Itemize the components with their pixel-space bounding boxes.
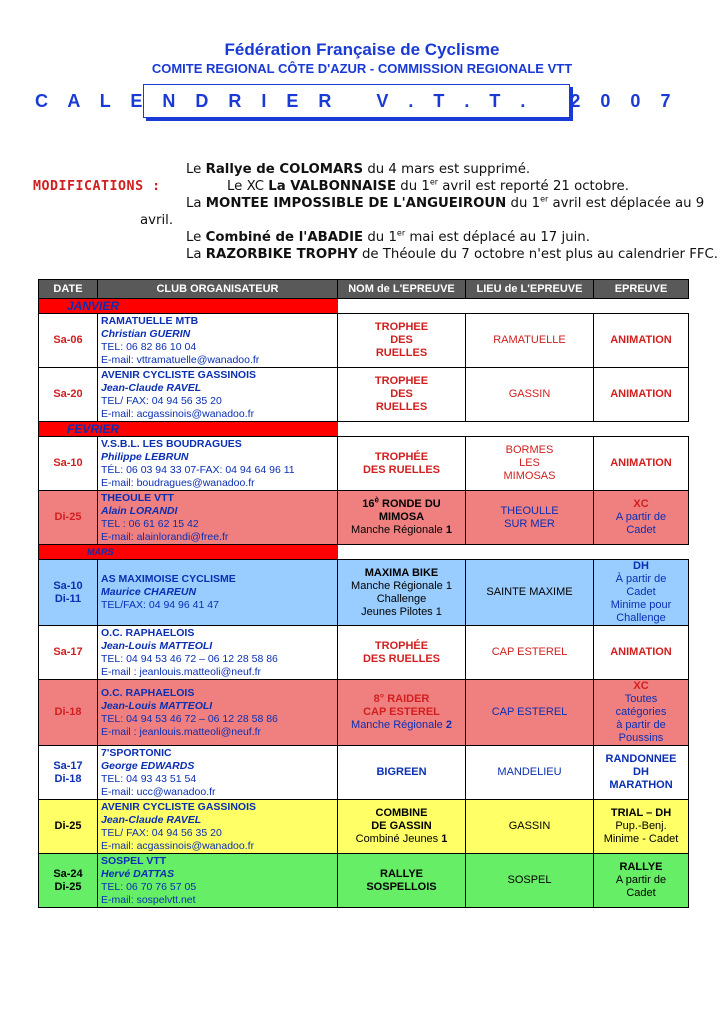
table-row — [39, 560, 689, 626]
row-event-type: ANIMATION — [594, 437, 689, 491]
row-event-name: TROPHÉE DES RUELLES — [338, 626, 466, 680]
calendar-title: C A L E N D R I E R V . T . T . 2 0 0 7 — [35, 90, 678, 111]
table-row — [39, 437, 689, 491]
row-date: Sa-20 — [39, 368, 98, 422]
club-email: E-mail : jeanlouis.matteoli@neuf.fr — [101, 725, 262, 738]
month-row-janvier — [39, 299, 689, 314]
club-contact: Jean-Louis MATTEOLI — [101, 699, 213, 712]
row-club — [98, 560, 338, 626]
row-event-name: RALLYE SOSPELLOIS — [338, 854, 466, 908]
modifications-label: MODIFICATIONS : — [33, 179, 161, 194]
row-club — [98, 368, 338, 422]
row-date: Di-18 — [39, 680, 98, 746]
club-email: E-mail: vttramatuelle@wanadoo.fr — [101, 353, 260, 366]
club-phone: TEL: 06 70 76 57 05 — [101, 880, 197, 893]
row-event-type: ANIMATION — [594, 314, 689, 368]
club-name: SOSPEL VTT — [101, 854, 167, 867]
month-row-mars — [39, 545, 689, 560]
table-row — [39, 800, 689, 854]
club-contact: Jean-Louis MATTEOLI — [101, 639, 213, 652]
club-name: O.C. RAPHAELOIS — [101, 626, 195, 639]
row-location: SOSPEL — [466, 854, 594, 908]
month-spacer — [338, 299, 689, 314]
committee-title: COMITE REGIONAL CÔTE D'AZUR - COMMISSION REGIONALE VTT — [151, 61, 573, 76]
row-event-name: TROPHEE DES RUELLES — [338, 368, 466, 422]
club-phone: TEL : 06 61 62 15 42 — [101, 517, 199, 530]
row-location: BORMES LES MIMOSAS — [466, 437, 594, 491]
club-contact: Hervé DATTAS — [101, 867, 175, 880]
row-event-type: XC Toutes catégories à partir de Poussins — [594, 680, 689, 746]
month-label: FEVRIER — [39, 422, 338, 437]
row-location: THEOULLE SUR MER — [466, 491, 594, 545]
header-epreuve: EPREUVE — [594, 280, 689, 299]
header-date: DATE — [39, 280, 98, 299]
row-location: SAINTE MAXIME — [466, 560, 594, 626]
club-name: THEOULE VTT — [101, 491, 174, 504]
club-phone: TEL: 04 94 53 46 72 – 06 12 28 58 86 — [101, 712, 278, 725]
modification-line-3-cont: avril. — [140, 213, 174, 228]
federation-title: Fédération Française de Cyclisme — [224, 40, 500, 59]
modification-line-4: Le Combiné de l'ABADIE du 1er mai est déplacé au 17 juin. — [186, 228, 590, 245]
modification-line-1: Le Rallye de COLOMARS du 4 mars est supprimé. — [186, 162, 531, 177]
row-event-name: 8° RAIDER CAP ESTEREL Manche Régionale 2 — [338, 680, 466, 746]
calendar-title-box — [35, 84, 678, 118]
club-contact: Alain LORANDI — [101, 504, 178, 517]
modification-line-2: Le XC La VALBONNAISE du 1er avril est reporté 21 octobre. — [227, 177, 629, 194]
month-spacer — [338, 422, 689, 437]
row-event-type: TRIAL – DH Pup.-Benj. Minime - Cadet — [594, 800, 689, 854]
club-email: E-mail: ucc@wanadoo.fr — [101, 785, 216, 798]
modification-line-3: La MONTEE IMPOSSIBLE DE L'ANGUEIROUN du 1er avril est déplacée au 9 — [186, 194, 705, 211]
row-event-type: ANIMATION — [594, 626, 689, 680]
row-club — [98, 437, 338, 491]
row-event-name: TROPHEE DES RUELLES — [338, 314, 466, 368]
row-club — [98, 854, 338, 908]
row-date: Sa-24 Di-25 — [39, 854, 98, 908]
club-email: E-mail: acgassinois@wanadoo.fr — [101, 839, 255, 852]
club-phone: TEL/ FAX: 04 94 56 35 20 — [101, 394, 222, 407]
club-email: E-mail: acgassinois@wanadoo.fr — [101, 407, 255, 420]
table-row — [39, 368, 689, 422]
row-event-name: MAXIMA BIKE Manche Régionale 1 Challenge Jeunes Pilotes 1 — [338, 560, 466, 626]
club-email: E-mail: sospelvtt.net — [101, 893, 196, 906]
club-email: E-mail : jeanlouis.matteoli@neuf.fr — [101, 665, 262, 678]
row-event-type: ANIMATION — [594, 368, 689, 422]
row-event-name: $16^è$ RONDE DU MIMOSA Manche Régionale 1 — [338, 491, 466, 545]
header-nom: NOM de L'EPREUVE — [338, 280, 466, 299]
header-lieu: LIEU de L'EPREUVE — [466, 280, 594, 299]
row-date: Sa-06 — [39, 314, 98, 368]
row-club — [98, 626, 338, 680]
row-club — [98, 491, 338, 545]
row-event-type: RANDONNEE DH MARATHON — [594, 746, 689, 800]
row-date: Di-25 — [39, 491, 98, 545]
row-date: Sa-10 — [39, 437, 98, 491]
month-spacer — [338, 545, 689, 560]
row-event-name: BIGREEN — [338, 746, 466, 800]
table-row — [39, 854, 689, 908]
row-event-type: RALLYE A partir de Cadet — [594, 854, 689, 908]
club-contact: Jean-Claude RAVEL — [101, 381, 202, 394]
row-club — [98, 680, 338, 746]
club-phone: TÉL: 06 03 94 33 07-FAX: 04 94 64 96 11 — [101, 463, 295, 476]
header-club: CLUB ORGANISATEUR — [98, 280, 338, 299]
club-name: 7'SPORTONIC — [101, 746, 172, 759]
row-club — [98, 800, 338, 854]
club-phone: TEL: 06 82 86 10 04 — [101, 340, 197, 353]
month-label: MARS — [39, 545, 338, 560]
row-location: CAP ESTEREL — [466, 680, 594, 746]
club-contact: Jean-Claude RAVEL — [101, 813, 202, 826]
table-header-row — [39, 280, 689, 299]
row-event-name: TROPHÉE DES RUELLES — [338, 437, 466, 491]
table-row — [39, 314, 689, 368]
row-event-name: COMBINE DE GASSIN Combiné Jeunes 1 — [338, 800, 466, 854]
club-email: E-mail: alainlorandi@free.fr — [101, 530, 229, 543]
month-label: JANVIER — [39, 299, 338, 314]
row-location: RAMATUELLE — [466, 314, 594, 368]
row-date: Sa-17 — [39, 626, 98, 680]
row-location: GASSIN — [466, 800, 594, 854]
modification-line-5: La RAZORBIKE TROPHY de Théoule du 7 octobre n'est plus au calendrier FFC. — [186, 247, 718, 262]
club-phone: TEL/ FAX: 04 94 56 35 20 — [101, 826, 222, 839]
row-location: MANDELIEU — [466, 746, 594, 800]
table-row — [39, 491, 689, 545]
row-date: Sa-17 Di-18 — [39, 746, 98, 800]
table-row — [39, 680, 689, 746]
row-date: Di-25 — [39, 800, 98, 854]
club-contact: Christian GUERIN — [101, 327, 191, 340]
club-name: AVENIR CYCLISTE GASSINOIS — [101, 800, 256, 813]
club-email: E-mail: boudragues@wanadoo.fr — [101, 476, 255, 489]
club-name: RAMATUELLE MTB — [101, 314, 199, 327]
row-event-type: XC A partir de Cadet — [594, 491, 689, 545]
club-phone: TEL: 04 93 43 51 54 — [101, 772, 197, 785]
club-contact: Maurice CHAREUN — [101, 586, 197, 598]
row-club — [98, 314, 338, 368]
club-contact: Philippe LEBRUN — [101, 450, 189, 463]
table-row — [39, 746, 689, 800]
calendar-table — [38, 279, 689, 908]
club-name: V.S.B.L. LES BOUDRAGUES — [101, 437, 242, 450]
row-event-type: DH À partir de Cadet Minime pour Challenge — [594, 560, 689, 626]
club-phone: TEL: 04 94 53 46 72 – 06 12 28 58 86 — [101, 652, 278, 665]
club-contact: George EDWARDS — [101, 759, 195, 772]
club-name: AS MAXIMOISE CYCLISME — [101, 573, 236, 585]
row-location: CAP ESTEREL — [466, 626, 594, 680]
club-name: O.C. RAPHAELOIS — [101, 686, 195, 699]
club-name: AVENIR CYCLISTE GASSINOIS — [101, 368, 256, 381]
row-date: Sa-10 Di-11 — [39, 560, 98, 626]
row-location: GASSIN — [466, 368, 594, 422]
club-phone: TEL/FAX: 04 94 96 41 47 — [101, 599, 219, 611]
row-club — [98, 746, 338, 800]
table-row — [39, 626, 689, 680]
month-row-fevrier — [39, 422, 689, 437]
